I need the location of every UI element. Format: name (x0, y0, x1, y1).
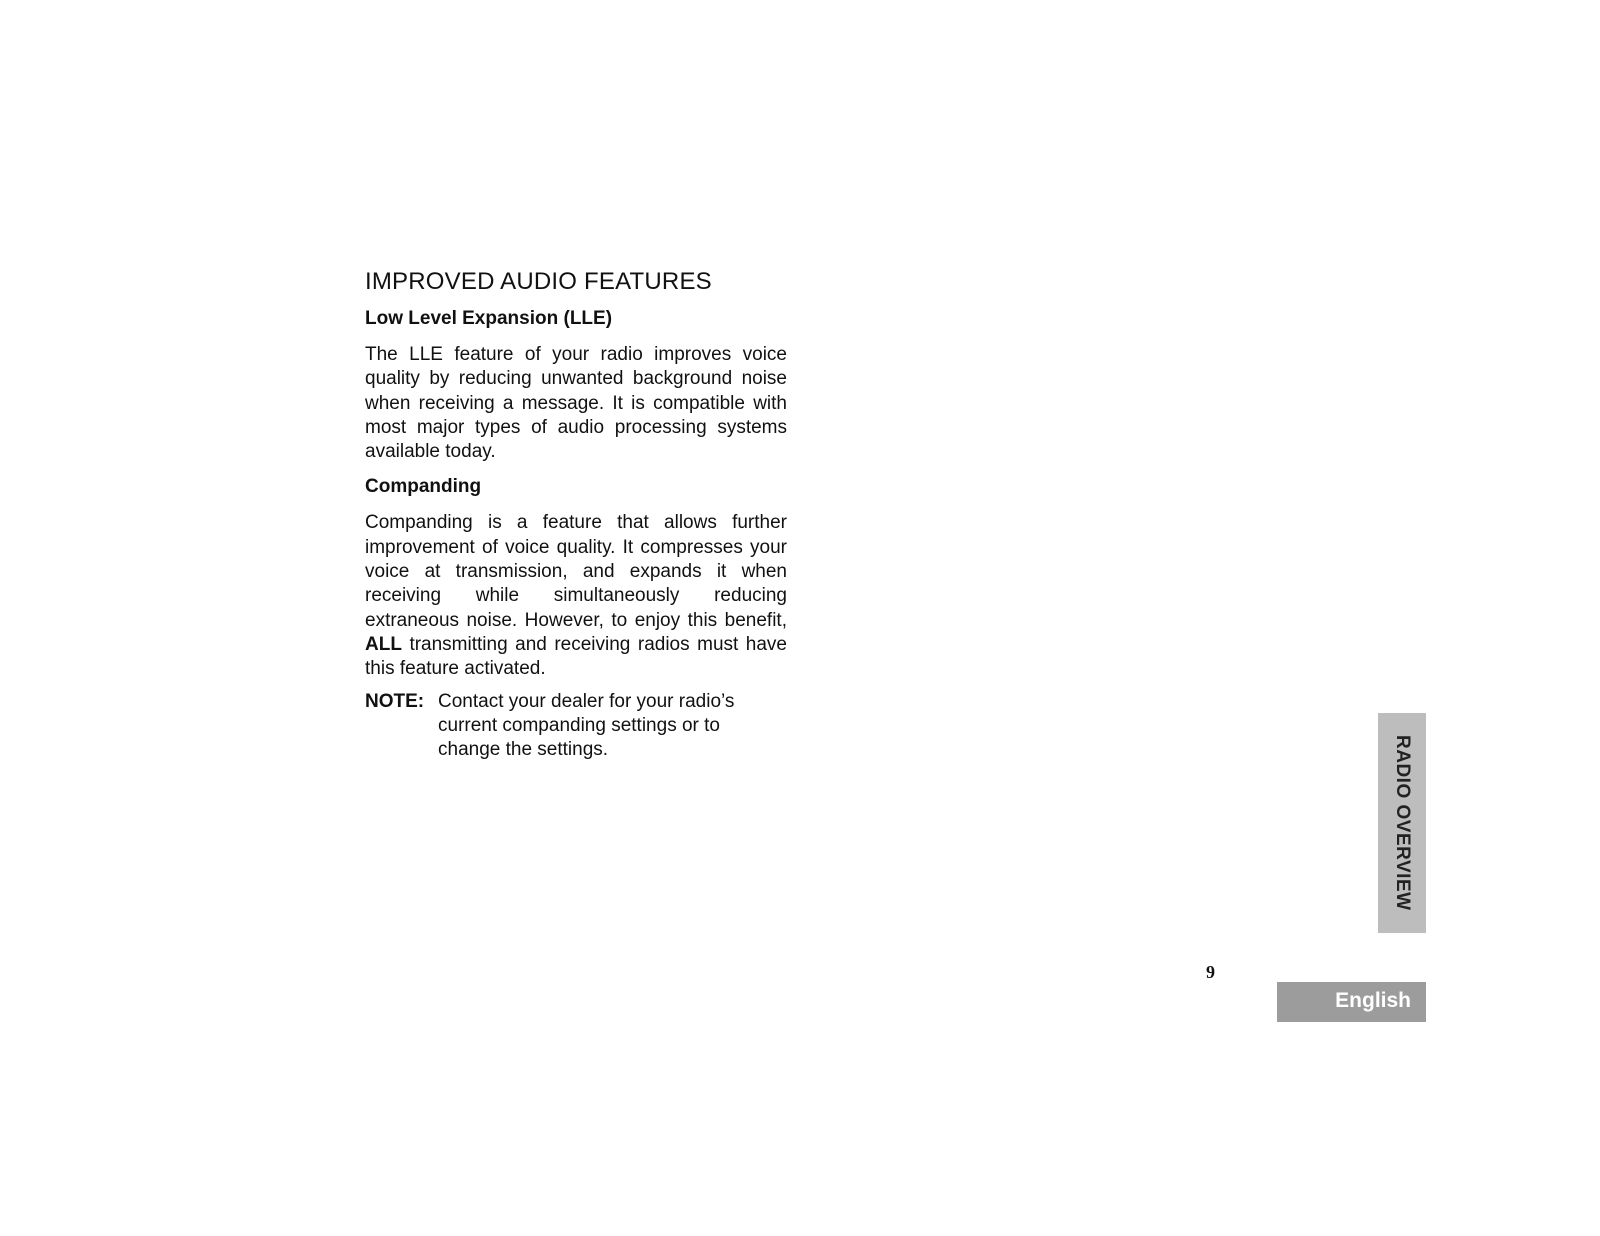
companding-heading: Companding (365, 476, 482, 498)
companding-text-after: transmitting and receiving radios must have this feature activated. (365, 633, 787, 680)
chapter-side-tab (1378, 713, 1426, 933)
note-text: Contact your dealer for your radio’s current companding settings or to change the settings. (438, 690, 735, 761)
page-number: 9 (1206, 962, 1215, 982)
language-label: English (1335, 989, 1411, 1012)
companding-paragraph (365, 511, 787, 681)
main-content-column (365, 268, 787, 762)
companding-emphasis: ALL (365, 633, 402, 655)
note-label: NOTE: (365, 690, 425, 712)
note-block (365, 690, 787, 763)
chapter-side-tab-label: RADIO OVERVIEW (1392, 735, 1413, 911)
companding-text-before: Companding is a feature that allows further improvement of voice quality. It compresses your voice at transmission, and expands it when receiving while simultaneously reducing extraneous noise. However, to enjoy this benefit, (365, 512, 787, 631)
lle-paragraph: The LLE feature of your radio improves voice quality by reducing unwanted background noise when receiving a message. It is compatible with most major types of audio processing systems available today. (365, 344, 787, 463)
language-tab (1277, 982, 1426, 1022)
section-title: IMPROVED AUDIO FEATURES (365, 268, 712, 295)
lle-heading: Low Level Expansion (LLE) (365, 308, 613, 329)
